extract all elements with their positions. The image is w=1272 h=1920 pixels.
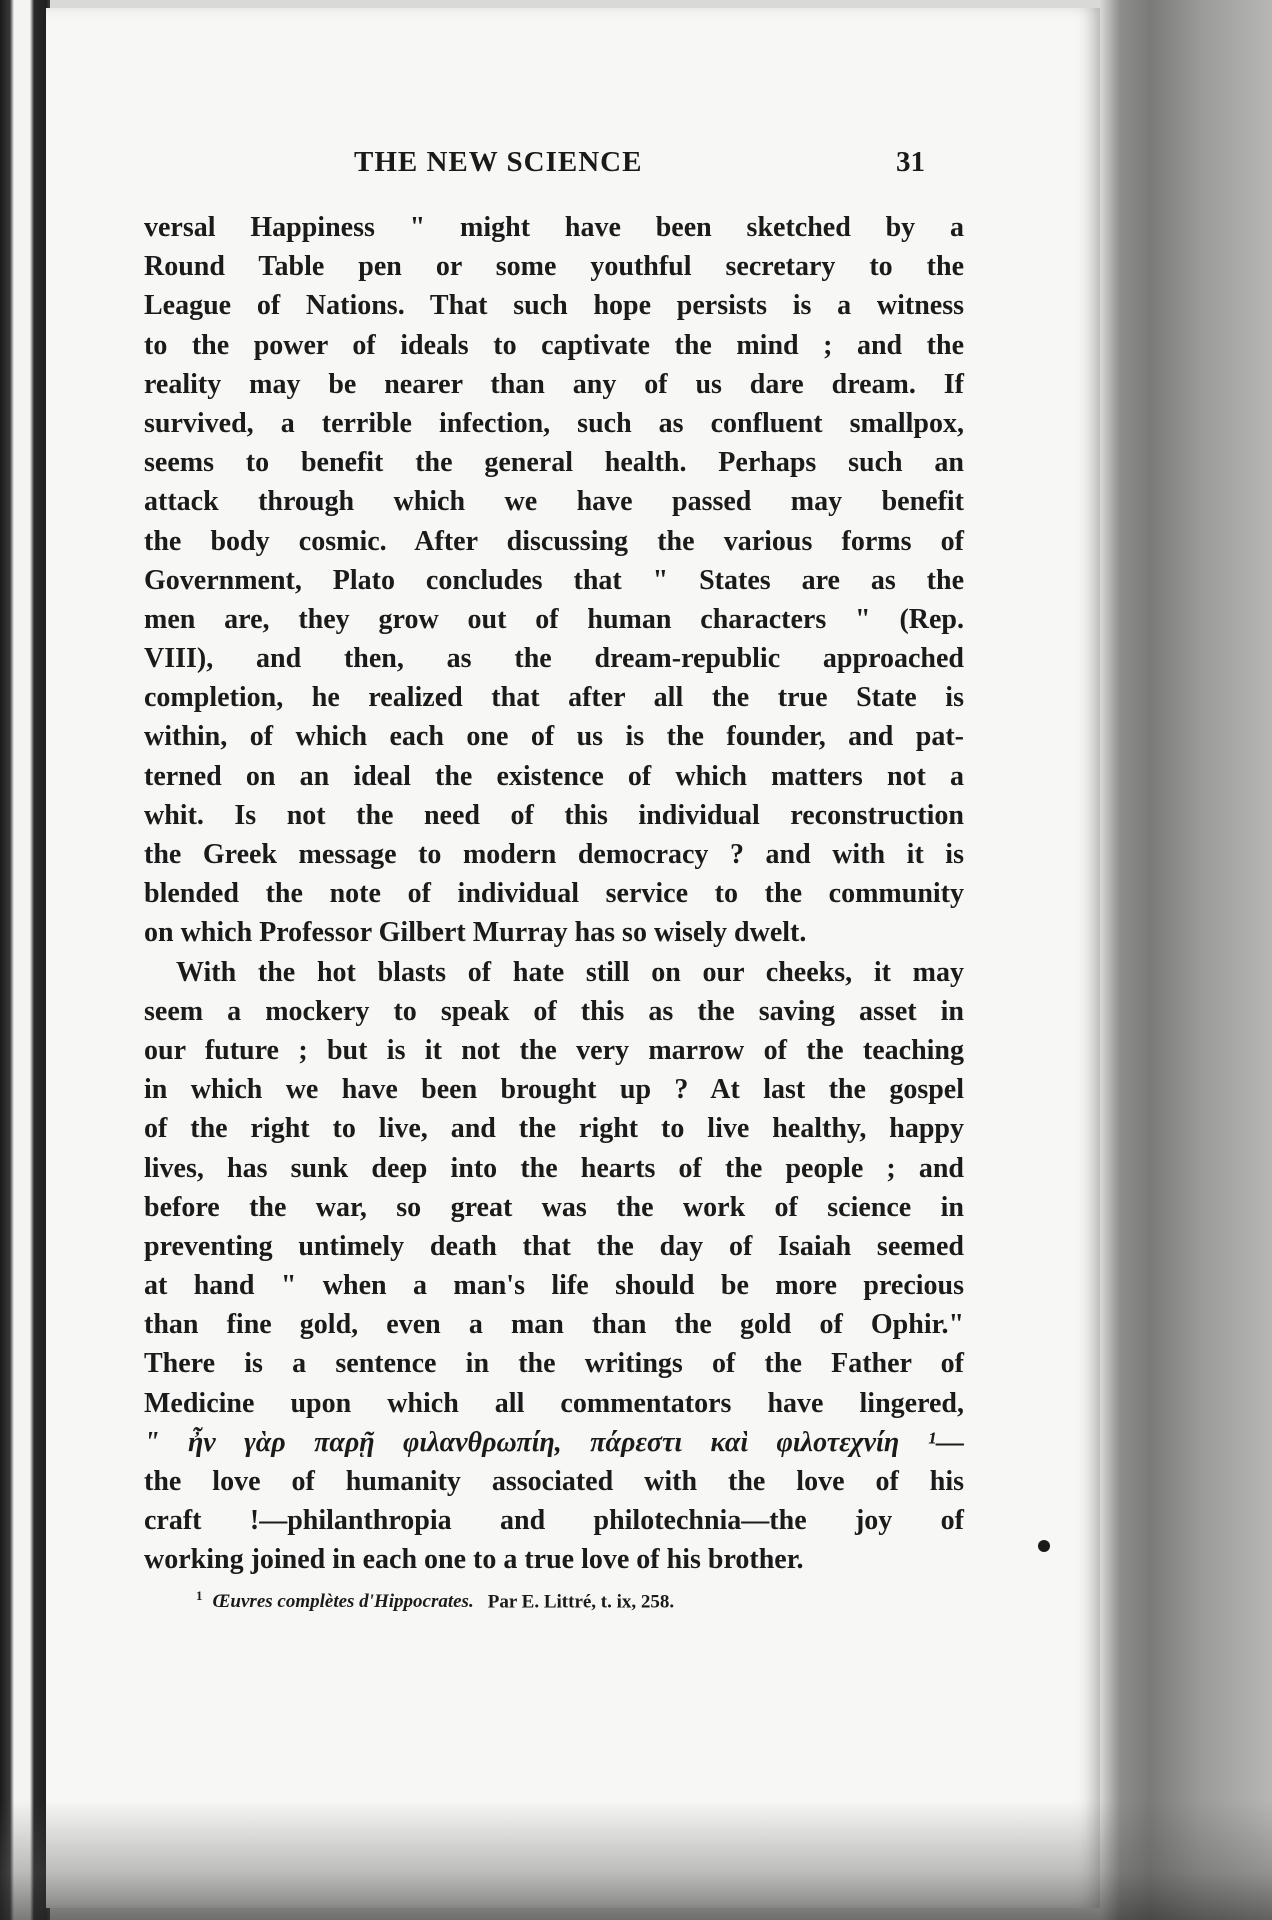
- text-line: With the hot blasts of hate still on our cheeks, it may: [176, 956, 964, 988]
- text-line: of the right to live, and the right to live healthy, happy: [144, 1113, 964, 1145]
- text-line: craft !—philanthropia and philotechnia—the joy of: [144, 1505, 964, 1537]
- text-line: than fine gold, even a man than the gold of Ophir.": [144, 1309, 964, 1341]
- text-line: completion, he realized that after all the true State is: [144, 682, 964, 714]
- text-line: VIII), and then, as the dream-republic approached: [144, 643, 964, 675]
- text-line: Government, Plato concludes that " States are as the: [144, 564, 964, 596]
- footnote-title: Œuvres complètes d'Hippocrates.: [212, 1591, 474, 1613]
- text-line: seem a mockery to speak of this as the saving asset in: [144, 995, 964, 1027]
- text-line: blended the note of individual service to the community: [144, 878, 964, 910]
- footnote-mark: 1: [196, 1588, 203, 1603]
- page-number: 31: [896, 146, 925, 178]
- bottom-shadow: [0, 1800, 1272, 1920]
- text-line: working joined in each one to a true love of his brother.: [144, 1544, 804, 1576]
- text-line: seems to benefit the general health. Perhaps such an: [144, 447, 964, 479]
- text-line: before the war, so great was the work of science in: [144, 1191, 964, 1223]
- text-line: versal Happiness " might have been sketched by a: [144, 212, 964, 243]
- text-line: There is a sentence in the writings of the Father of: [144, 1348, 964, 1380]
- text-line: men are, they grow out of human characters " (Rep.: [144, 603, 964, 635]
- text-line: Medicine upon which all commentators have lingered,: [144, 1387, 964, 1419]
- text-line: on which Professor Gilbert Murray has so wisely dwelt.: [144, 917, 807, 949]
- text-line: the body cosmic. After discussing the various forms of: [144, 525, 964, 557]
- body-text: [144, 208, 964, 1580]
- text-line: our future ; but is it not the very marrow of the teaching: [144, 1034, 964, 1066]
- text-line: survived, a terrible infection, such as confluent smallpox,: [144, 407, 964, 439]
- text-line: to the power of ideals to captivate the mind ; and the: [144, 329, 964, 361]
- text-line: League of Nations. That such hope persists is a witness: [144, 290, 964, 322]
- text-line: Round Table pen or some youthful secretary to the: [144, 251, 964, 283]
- text-line: in which we have been brought up ? At last the gospel: [144, 1074, 964, 1106]
- text-line: the love of humanity associated with the love of his: [144, 1466, 964, 1497]
- ink-dot: [1038, 1540, 1050, 1552]
- greek-quotation-line: " ἦν γὰρ παρῇ φιλανθρωπίη, πάρεστι καὶ φιλοτεχνίη ¹—: [144, 1426, 964, 1458]
- page-header: [46, 146, 1100, 186]
- text-line: reality may be nearer than any of us dare dream. If: [144, 368, 964, 400]
- text-line: lives, has sunk deep into the hearts of the people ; and: [144, 1152, 964, 1184]
- running-head: THE NEW SCIENCE: [354, 146, 643, 178]
- text-line: attack through which we have passed may benefit: [144, 486, 964, 518]
- footnote-citation: Par E. Littré, t. ix, 258.: [487, 1591, 675, 1613]
- text-line: whit. Is not the need of this individual reconstruction: [144, 799, 964, 831]
- book-page: [46, 8, 1100, 1908]
- footnote: [196, 1588, 674, 1613]
- left-page-edge: [0, 0, 50, 1920]
- text-line: preventing untimely death that the day of Isaiah seemed: [144, 1230, 964, 1262]
- text-line: within, of which each one of us is the founder, and pat-: [144, 721, 964, 753]
- text-line: the Greek message to modern democracy ? and with it is: [144, 839, 964, 870]
- text-line: terned on an ideal the existence of which matters not a: [144, 760, 964, 792]
- text-line: at hand " when a man's life should be more precious: [144, 1270, 964, 1302]
